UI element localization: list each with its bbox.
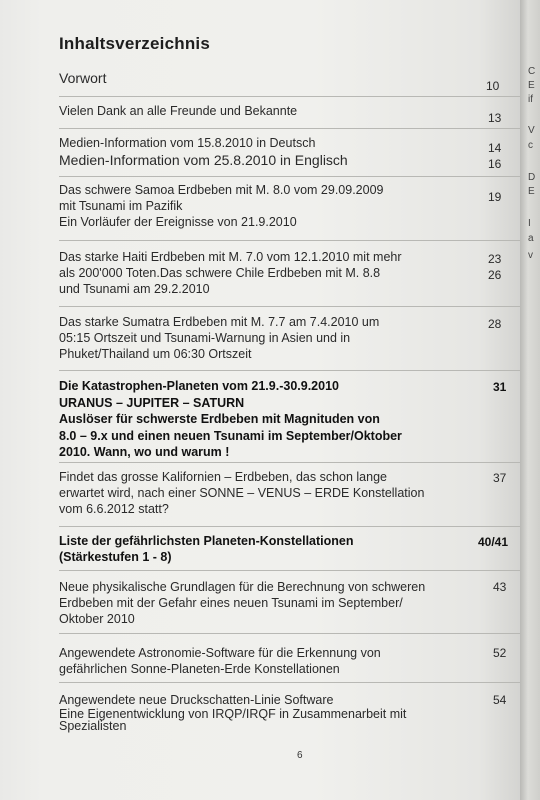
toc-page-number: 19: [488, 190, 502, 204]
page-edge-fragment: a: [528, 233, 534, 244]
toc-entry-line: 05:15 Ortszeit und Tsunami-Warnung in Asien und in: [59, 331, 351, 345]
toc-entry-katastrophen: [59, 378, 479, 461]
divider: [59, 240, 520, 241]
toc-entry-sumatra: [59, 314, 479, 362]
toc-entry-line: und Tsunami am 29.2.2010: [59, 282, 210, 296]
toc-entry-line: Spezialisten: [59, 719, 127, 733]
toc-entry-line: vom 6.6.2012 statt?: [59, 502, 169, 516]
toc-page-number: 54: [493, 693, 507, 707]
toc-entry-line: Neue physikalische Grundlagen für die Berechnung von schweren: [59, 580, 426, 594]
page-number: 6: [297, 750, 303, 761]
toc-page-number: 37: [493, 471, 507, 485]
toc-entry-line: Vielen Dank an alle Freunde und Bekannte: [59, 104, 298, 118]
toc-page-number: 31: [493, 380, 507, 394]
divider: [59, 633, 520, 634]
toc-entry-line: Medien-Information vom 15.8.2010 in Deutsch: [59, 136, 316, 150]
toc-entry-haiti: [59, 249, 479, 297]
toc-entry-line: erwartet wird, nach einer SONNE – VENUS – ERDE Konstellation: [59, 486, 425, 500]
toc-entry-astronomie: [59, 645, 479, 677]
toc-entry-samoa: [59, 182, 479, 230]
toc-page-number: 26: [488, 268, 502, 282]
page-edge-fragment: if: [528, 94, 533, 105]
toc-page-number: 13: [488, 111, 502, 125]
toc-entry-line: Das starke Haiti Erdbeben mit M. 7.0 vom 12.1.2010 mit mehr: [59, 250, 402, 264]
divider: [59, 96, 520, 97]
divider: [59, 176, 520, 177]
divider: [59, 128, 520, 129]
divider: [59, 682, 520, 683]
toc-page-number: 10: [486, 79, 500, 93]
toc-entry-line: Die Katastrophen-Planeten vom 21.9.-30.9.2010: [59, 379, 339, 393]
toc-entry-line: (Stärkestufen 1 - 8): [59, 550, 172, 564]
toc-page-number: 43: [493, 580, 507, 594]
toc-entry-vorwort: [59, 69, 479, 87]
toc-entry-line: URANUS – JUPITER – SATURN: [59, 395, 245, 410]
page-edge-fragment: D: [528, 172, 536, 183]
toc-entry-line: 8.0 – 9.x und einen neuen Tsunami im September/Oktober: [59, 428, 402, 443]
toc-entry-line: Liste der gefährlichsten Planeten-Konstellationen: [59, 534, 354, 548]
toc-entry-line: Ein Vorläufer der Ereignisse von 21.9.2010: [59, 215, 297, 229]
toc-entry-line: Phuket/Thailand um 06:30 Ortszeit: [59, 347, 252, 361]
page-edge-fragment: I: [528, 218, 531, 229]
toc-entry-dank: [59, 103, 479, 119]
page-edge-fragment: C: [528, 66, 536, 77]
toc-entry-medien: [59, 135, 479, 169]
toc-entry-line: Eine Eigenentwicklung von IRQP/IRQF in Zusammenarbeit mit: [59, 707, 407, 721]
toc-entry-line: Auslöser für schwerste Erdbeben mit Magnituden von: [59, 412, 380, 426]
toc-entry-line: Medien-Information vom 25.8.2010 in Englisch: [59, 152, 348, 168]
page-edge-fragment: c: [528, 140, 533, 151]
toc-entry-line: mit Tsunami im Pazifik: [59, 199, 183, 213]
toc-entry-druckschatten: [59, 692, 479, 732]
toc-entry-kalifornien: [59, 469, 479, 517]
page-edge-fragment: v: [528, 250, 533, 261]
toc-entry-line: Das schwere Samoa Erdbeben mit M. 8.0 vom 29.09.2009: [59, 183, 384, 197]
divider: [59, 462, 520, 463]
page-edge-fragment: V: [528, 125, 535, 136]
toc-entry-line: Erdbeben mit der Gefahr eines neuen Tsunami im September/: [59, 596, 403, 610]
toc-entry-line: gefährlichen Sonne-Planeten-Erde Konstellationen: [59, 662, 340, 676]
toc-entry-grundlagen: [59, 579, 479, 627]
toc-page-number: 14: [488, 141, 502, 155]
toc-entry-line: Oktober 2010: [59, 612, 135, 626]
toc-entry-line: Das starke Sumatra Erdbeben mit M. 7.7 am 7.4.2010 um: [59, 315, 380, 329]
toc-page-number: 40/41: [478, 535, 509, 549]
toc-page-number: 16: [488, 157, 502, 171]
divider: [59, 526, 520, 527]
toc-entry-line: Findet das grosse Kalifornien – Erdbeben, das schon lange: [59, 470, 387, 484]
toc-entry-line: Vorwort: [59, 70, 107, 86]
toc-page-number: 52: [493, 646, 507, 660]
page-edge-fragment: E: [528, 186, 535, 197]
toc-page-number: 28: [488, 317, 502, 331]
toc-entry-line: Angewendete neue Druckschatten-Linie Software: [59, 693, 334, 707]
divider: [59, 306, 520, 307]
toc-entry-liste: [59, 533, 479, 565]
page-edge-fragment: E: [528, 80, 535, 91]
page-title: Inhaltsverzeichnis: [59, 34, 210, 53]
adjacent-page-edge: [520, 0, 540, 800]
toc-entry-line: 2010. Wann, wo und warum !: [59, 445, 230, 459]
divider: [59, 570, 520, 571]
divider: [59, 370, 520, 371]
toc-entry-line: Angewendete Astronomie-Software für die Erkennung von: [59, 646, 381, 660]
toc-page-number: 23: [488, 252, 502, 266]
toc-entry-line: als 200'000 Toten.Das schwere Chile Erdbeben mit M. 8.8: [59, 266, 381, 280]
